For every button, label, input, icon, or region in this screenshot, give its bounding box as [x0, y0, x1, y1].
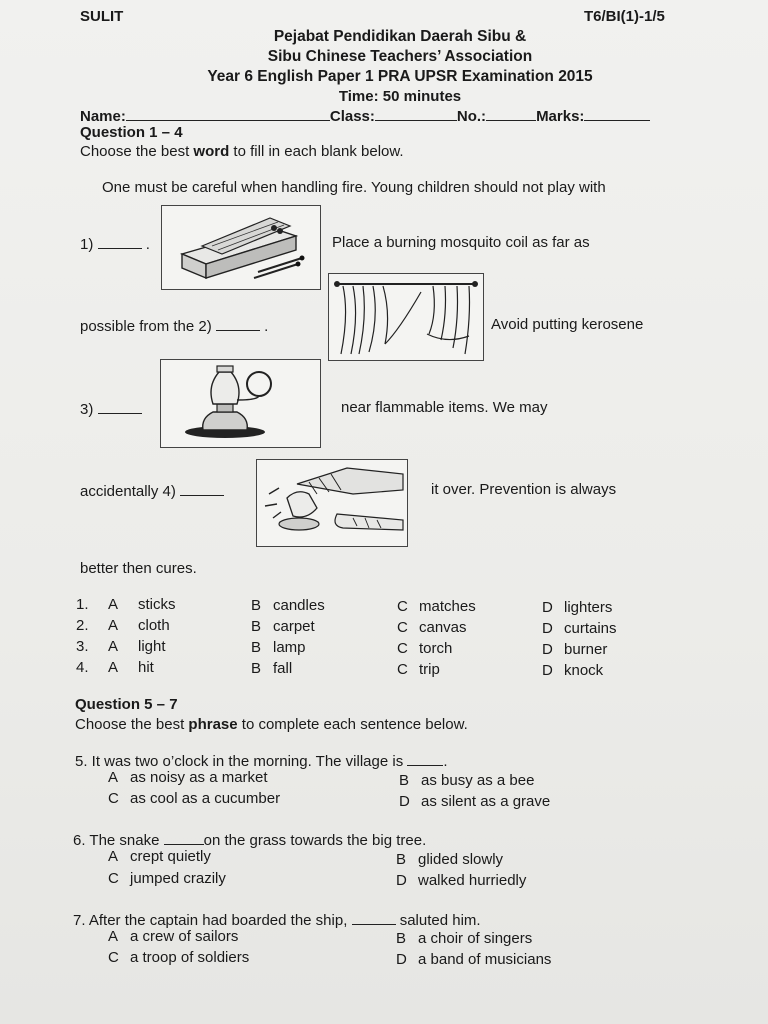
- knocking-over-picture: [256, 459, 408, 547]
- blank-2[interactable]: [216, 316, 260, 331]
- exam-page: SULIT T6/BI(1)-1/5 Pejabat Pendidikan Daerah Sibu & Sibu Chinese Teachers’ Association Year 6 English Paper 1 PRA UPSR Examination 2015 Time: 50 minutes Name: Class: No.: Marks: Question 1 – 4 Choose the best word to fill in each blank below. One must be careful when handling fire. Young children should not play with 1) . Place a burning mosquito coil as far as possible from the 2) . Avoid putting kerosene 3) near flammable items. We may accidentally 4) it over. Prevention is always better then cures. 1. A sticks B candles C matches D lighters 2. A cloth B carpet C canvas D curtains 3. A light B lamp C torch D burner 4. A hit B fall C trip D knock Question 5 – 7 Choose the best phrase to complete each sentence below. 5. It was two o’clock in the morning. The village is . A as noisy as a market B as busy as a bee C as cool as a cucumber D as silent as a grave 6. The snake on the grass towards the big tree. A crept quietly B glided slowly C jumped crazily D walked hurriedly 7. After the captain had boarded the ship, saluted him. A a crew of sailors B a choir of singers C a troop of soldiers D a band of musicians: [0, 0, 768, 1024]
- class-label: Class:: [329, 108, 375, 125]
- title-line-1: Pejabat Pendidikan Daerah Sibu &: [273, 28, 527, 45]
- blank-4[interactable]: [180, 481, 224, 496]
- kerosene-lamp-picture: [160, 359, 321, 448]
- option-c[interactable]: C trip: [397, 661, 440, 678]
- option-b[interactable]: B glided slowly: [396, 851, 504, 868]
- form-line: [80, 106, 650, 125]
- blank-1[interactable]: [98, 234, 142, 249]
- paper-code: T6/BI(1)-1/5: [584, 8, 665, 25]
- option-d[interactable]: D lighters: [542, 599, 613, 616]
- question-6-stem: 6. The snake on the grass towards the big tree.: [73, 832, 427, 849]
- option-d[interactable]: D a band of musicians: [396, 951, 552, 968]
- option-c[interactable]: C jumped crazily: [108, 870, 226, 887]
- option-a[interactable]: A a crew of sailors: [108, 928, 239, 945]
- class-field[interactable]: [375, 106, 457, 121]
- option-b[interactable]: B as busy as a bee: [399, 772, 535, 789]
- passage-line-1: One must be careful when handling fire. Young children should not play with: [102, 179, 606, 196]
- option-d[interactable]: D knock: [542, 662, 604, 679]
- exam-time: Time: 50 minutes: [338, 88, 462, 105]
- option-b[interactable]: B lamp: [251, 639, 306, 656]
- option-c[interactable]: C as cool as a cucumber: [108, 790, 281, 807]
- marks-field[interactable]: [584, 106, 650, 121]
- option-c[interactable]: C torch: [397, 640, 453, 657]
- passage-line-2: Place a burning mosquito coil as far as: [332, 234, 590, 251]
- no-label: No.:: [456, 108, 487, 125]
- passage-line-4: Avoid putting kerosene: [491, 316, 644, 333]
- passage-line-6: accidentally 4): [80, 481, 224, 500]
- curtains-picture: [328, 273, 484, 361]
- question-5-stem: 5. It was two o’clock in the morning. The village is .: [75, 753, 448, 770]
- passage-line-5: near flammable items. We may: [341, 399, 548, 416]
- kerosene-lamp-icon: [161, 360, 320, 447]
- classification-label: SULIT: [80, 8, 124, 25]
- option-b[interactable]: B carpet: [251, 618, 315, 635]
- knocking-over-icon: [257, 460, 407, 546]
- blank-5[interactable]: [407, 751, 443, 766]
- option-b[interactable]: B a choir of singers: [396, 930, 533, 947]
- option-a[interactable]: A cloth: [108, 617, 170, 634]
- matchbox-icon: [162, 206, 320, 289]
- section-1-instruction: Choose the best word to fill in each blank below.: [80, 143, 404, 160]
- option-b[interactable]: B fall: [251, 660, 293, 677]
- section-1-heading: Question 1 – 4: [80, 124, 183, 141]
- marks-label: Marks:: [536, 108, 585, 125]
- matchbox-picture: [161, 205, 321, 290]
- option-a[interactable]: A sticks: [108, 596, 176, 613]
- option-d[interactable]: D as silent as a grave: [399, 793, 551, 810]
- section-2-instruction: Choose the best phrase to complete each sentence below.: [75, 716, 468, 733]
- option-d[interactable]: D burner: [542, 641, 608, 658]
- option-a[interactable]: A crept quietly: [108, 848, 211, 865]
- title-line-3: Year 6 English Paper 1 PRA UPSR Examination 2015: [207, 68, 593, 85]
- option-a[interactable]: A light: [108, 638, 166, 655]
- no-field[interactable]: [486, 106, 536, 121]
- passage-line-3: possible from the 2) .: [80, 318, 269, 335]
- curtains-icon: [329, 274, 483, 360]
- passage-line-7: it over. Prevention is always: [431, 481, 617, 498]
- option-a[interactable]: A hit: [108, 659, 154, 676]
- title-line-2: Sibu Chinese Teachers’ Association: [267, 48, 533, 65]
- option-c[interactable]: C matches: [397, 598, 476, 615]
- option-d[interactable]: D curtains: [542, 620, 617, 637]
- blank-3[interactable]: [98, 399, 142, 414]
- blank-6[interactable]: [164, 830, 204, 845]
- passage-q1-blank: 1) .: [80, 236, 150, 253]
- option-c[interactable]: C a troop of soldiers: [108, 949, 250, 966]
- name-field[interactable]: [126, 106, 330, 121]
- passage-line-8: better then cures.: [80, 560, 197, 577]
- section-2-heading: Question 5 – 7: [75, 696, 178, 713]
- blank-7[interactable]: [352, 910, 396, 925]
- name-label: Name:: [80, 108, 126, 125]
- option-c[interactable]: C canvas: [397, 619, 467, 636]
- option-a[interactable]: A as noisy as a market: [108, 769, 268, 786]
- option-b[interactable]: B candles: [251, 597, 325, 614]
- option-d[interactable]: D walked hurriedly: [396, 872, 527, 889]
- passage-q3-blank: 3): [80, 399, 142, 418]
- question-7-stem: 7. After the captain had boarded the ship, saluted him.: [73, 912, 481, 929]
